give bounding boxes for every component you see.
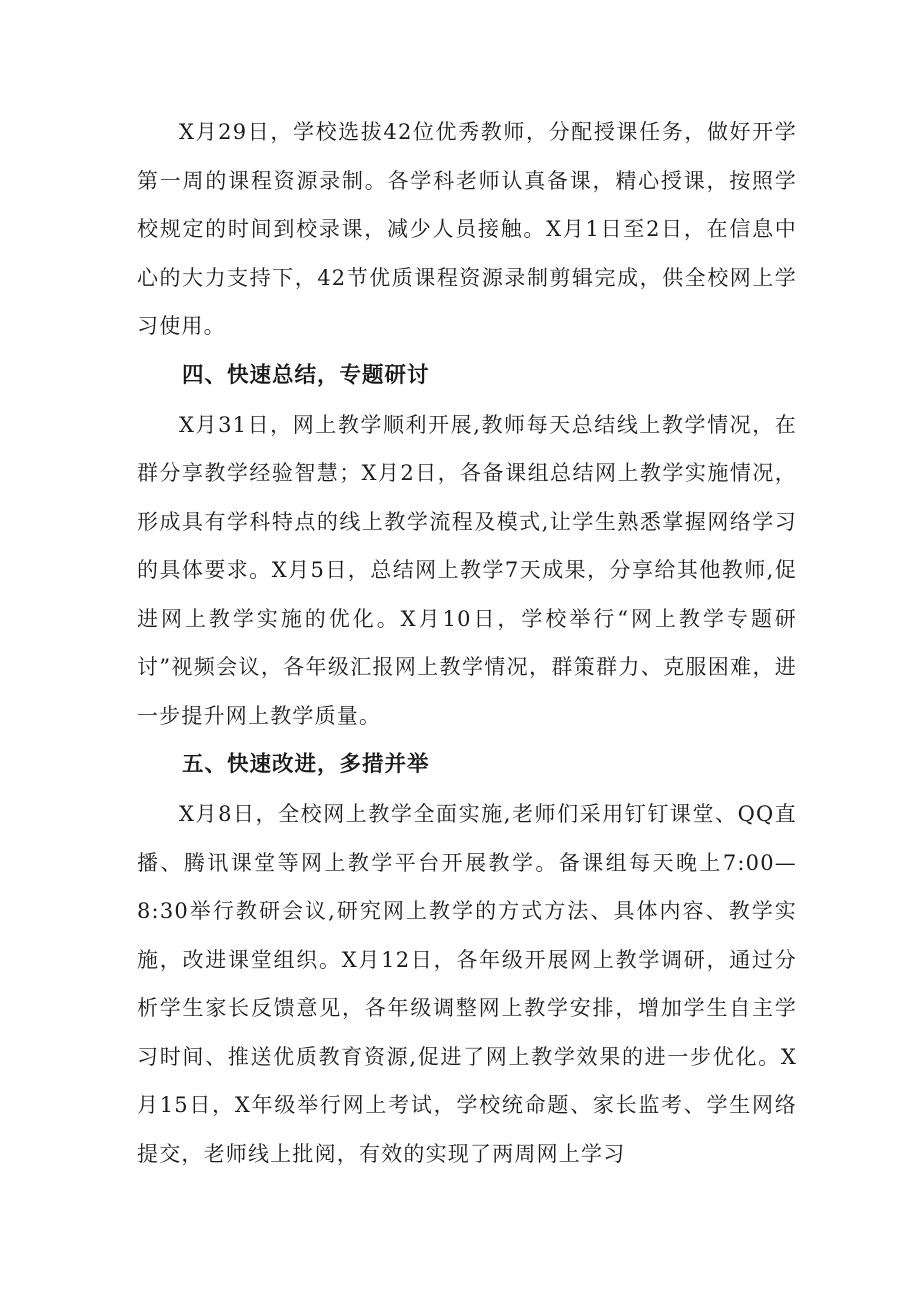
paragraph-summary-seminar: X月31日，网上教学顺利开展,教师每天总结线上教学情况，在群分享教学经验智慧；X月2日，各备课组总结网上教学实施情况，形成具有学科特点的线上教学流程及模式,让学生熟悉掌握网络学习的具体要求。X月5日，总结网上教学7天成果，分享给其他教师,促进网上教学实施的优化。X月10日，学校举行“网上教学专题研讨”视频会议，各年级汇报网上教学情况，群策群力、克服困难，进一步提升网上教学质量。: [137, 412, 797, 728]
paragraph-teacher-recording: X月29日，学校选拔42位优秀教师，分配授课任务，做好开学第一周的课程资源录制。各学科老师认真备课，精心授课，按照学校规定的时间到校录课，减少人员接触。X月1日至2日，在信息中心的大力支持下，42节优质课程资源录制剪辑完成，供全校网上学习使用。: [137, 120, 797, 338]
document-body: [137, 108, 797, 1178]
paragraph-improvement-measures: X月8日，全校网上教学全面实施,老师们采用钉钉课堂、QQ直播、腾讯课堂等网上教学平台开展教学。备课组每天晚上7:00—8:30举行教研会议,研究网上教学的方式方法、具体内容、教学实施，改进课堂组织。X月12日，各年级开展网上教学调研，通过分析学生家长反馈意见，各年级调整网上教学安排，增加学生自主学习时间、推送优质教育资源,促进了网上教学效果的进一步优化。X月15日，X年级举行网上考试，学校统命题、家长监考、学生网络提交，老师线上批阅，有效的实现了两周网上学习: [137, 802, 797, 1166]
section-heading-improvement: 五、快速改进，多措并举: [182, 752, 430, 777]
section-heading-summary: 四、快速总结，专题研讨: [182, 362, 430, 388]
